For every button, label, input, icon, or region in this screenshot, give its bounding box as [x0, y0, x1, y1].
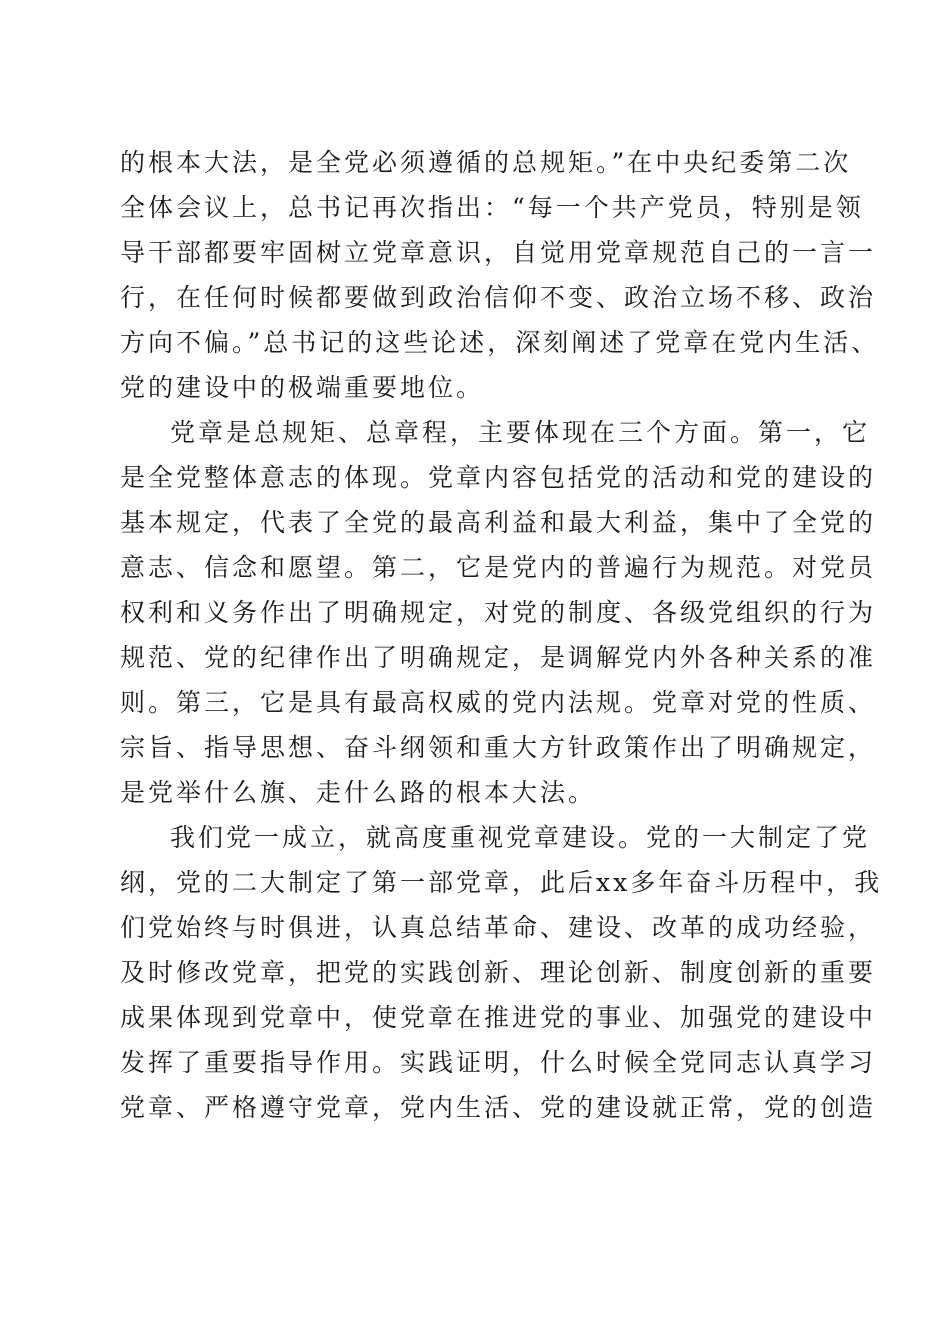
text-line: 党章、严格遵守党章，党内生活、党的建设就正常，党的创造	[120, 1093, 877, 1122]
text-line: 我们党一成立，就高度重视党章建设。党的一大制定了党	[170, 823, 871, 852]
text-line: 权利和义务作出了明确规定，对党的制度、各级党组织的行为	[120, 598, 877, 627]
text-line: 宗旨、指导思想、奋斗纲领和重大方针政策作出了明确规定，	[120, 733, 877, 762]
text-line: 党章是总规矩、总章程，主要体现在三个方面。第一，它	[170, 418, 871, 447]
text-line: 及时修改党章，把党的实践创新、理论创新、制度创新的重要	[120, 958, 877, 987]
text-line: 规范、党的纪律作出了明确规定，是调解党内外各种关系的准	[120, 643, 877, 672]
text-line: 的根本大法，是全党必须遵循的总规矩。”在中央纪委第二次	[120, 148, 852, 177]
text-line: 意志、信念和愿望。第二，它是党内的普遍行为规范。对党员	[120, 553, 877, 582]
text-line: 基本规定，代表了全党的最高利益和最大利益，集中了全党的	[120, 508, 877, 537]
text-line: 全体会议上，总书记再次指出：“每一个共产党员，特别是领	[120, 193, 864, 222]
text-line: 发挥了重要指导作用。实践证明，什么时候全党同志认真学习	[120, 1048, 877, 1077]
text-line: 党的建设中的极端重要地位。	[120, 373, 485, 402]
text-line: 成果体现到党章中，使党章在推进党的事业、加强党的建设中	[120, 1003, 877, 1032]
text-line: 导干部都要牢固树立党章意识，自觉用党章规范自己的一言一	[120, 238, 877, 267]
text-line: 纲，党的二大制定了第一部党章，此后xx多年奋斗历程中，我	[120, 868, 883, 897]
text-line: 们党始终与时俱进，认真总结革命、建设、改革的成功经验，	[120, 913, 877, 942]
text-line: 行，在任何时候都要做到政治信仰不变、政治立场不移、政治	[120, 283, 877, 312]
text-line: 是全党整体意志的体现。党章内容包括党的活动和党的建设的	[120, 463, 877, 492]
text-line: 方向不偏。”总书记的这些论述，深刻阐述了党章在党内生活、	[120, 328, 880, 357]
text-line: 则。第三，它是具有最高权威的党内法规。党章对党的性质、	[120, 688, 877, 717]
text-line: 是党举什么旗、走什么路的根本大法。	[120, 778, 597, 807]
